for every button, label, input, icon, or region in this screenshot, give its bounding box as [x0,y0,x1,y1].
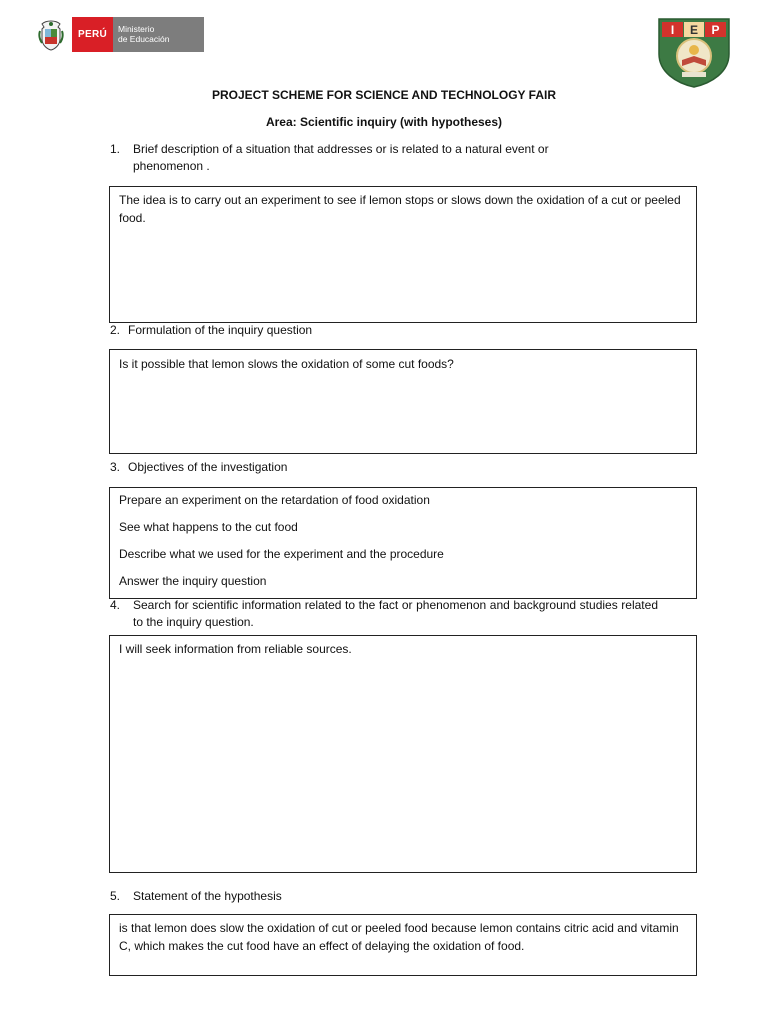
coat-of-arms-icon [38,19,64,51]
objective-item: Prepare an experiment on the retardation of food oxidation [119,493,430,507]
objective-item: See what happens to the cut food [119,520,298,534]
section-3-answer-box [109,487,697,599]
school-crest-logo [656,16,732,88]
page-title: PROJECT SCHEME FOR SCIENCE AND TECHNOLOGY FAIR [211,88,557,102]
country-label: PERÚ [72,17,113,52]
ministry-logo [38,17,204,52]
section-2-question: 2. Formulation of the inquiry question [110,323,313,337]
section-3-question: 3. Objectives of the investigation [110,460,288,474]
section-5-question: 5. Statement of the hypothesis [110,889,282,903]
objective-item: Answer the inquiry question [119,574,267,588]
section-2-answer-box [109,349,697,454]
section-1-question: 1. Brief description of a situation that addresses or is related to a natural event or phenomenon . [110,142,549,173]
section-1-answer-box [109,186,697,323]
area-subtitle: Area: Scientific inquiry (with hypotheses) [265,115,503,129]
school-letter-e: E [689,23,699,37]
section-2-answer: Is it possible that lemon slows the oxidation of some cut foods? [119,357,454,371]
section-4-answer: I will seek information from reliable sources. [119,642,352,656]
section-4-question: 4. Search for scientific information related to the fact or phenomenon and background studies related to the inquiry question. [110,598,658,629]
school-letter-p: P [711,23,720,37]
section-5-answer-box [109,914,697,976]
ministry-label: Ministerio de Educación [117,24,170,44]
objective-item: Describe what we used for the experiment and the procedure [119,547,444,561]
section-5-answer: is that lemon does slow the oxidation of cut or peeled food because lemon contains citric acid and vitamin C, which makes the cut food have an effect of delaying the oxidation of food. [119,921,679,953]
section-4-answer-box [109,635,697,873]
section-1-answer: The idea is to carry out an experiment to see if lemon stops or slows down the oxidation of a cut or peeled food. [119,193,681,225]
school-letter-i: I [670,23,675,37]
government-badge [72,17,204,52]
